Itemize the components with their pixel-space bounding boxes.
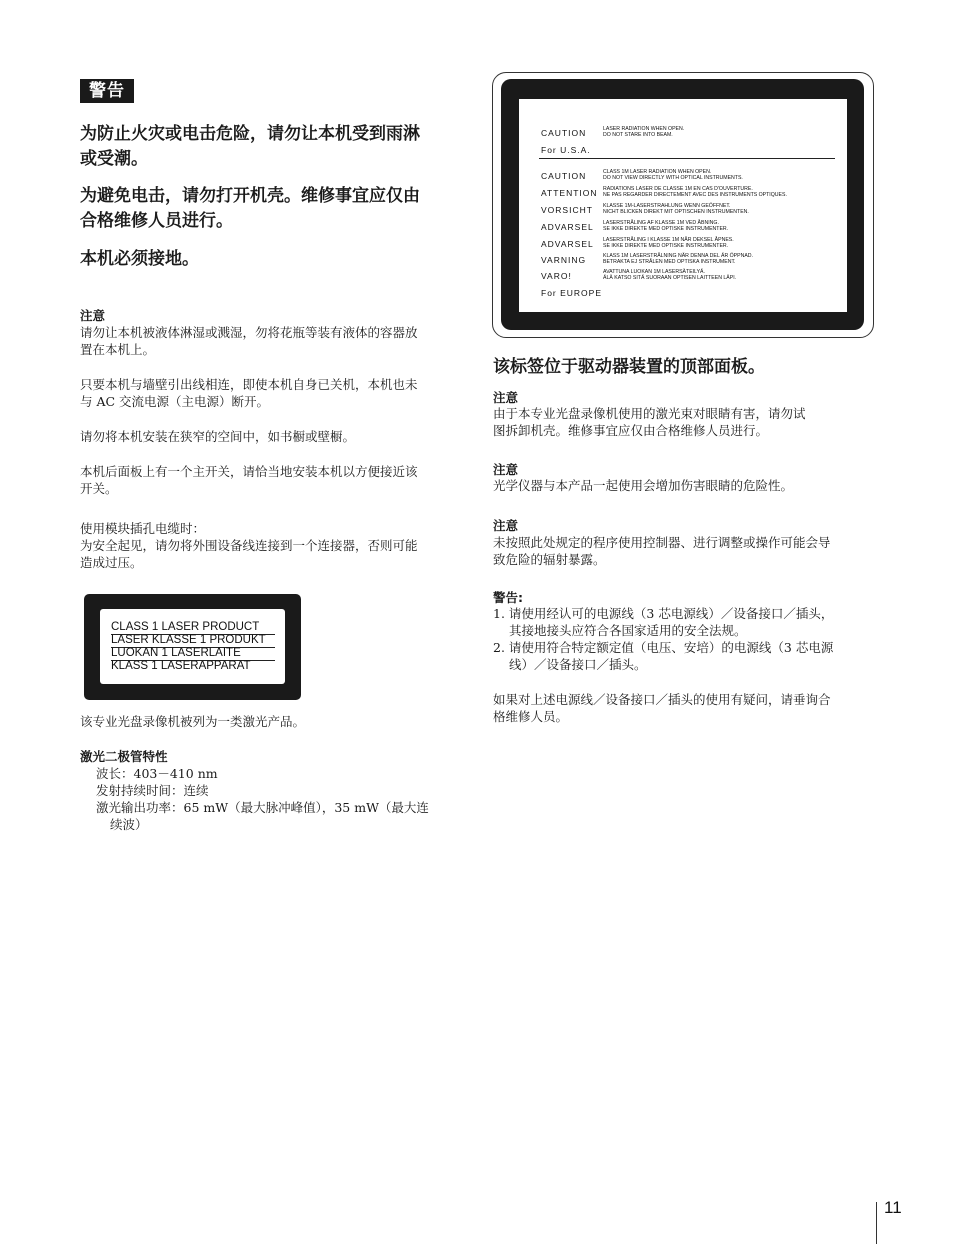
label-location-heading: 该标签位于驱动器装置的顶部面板。 — [493, 357, 765, 377]
note-title: 注意 — [493, 462, 519, 477]
warning-badge: 警告 — [80, 79, 134, 103]
optical-instrument-note: 光学仪器与本产品一起使用会增加伤害眼睛的危险性。 — [493, 478, 794, 493]
class-label-line: CLASS 1 LASER PRODUCT — [111, 621, 275, 635]
caution-lang: ADVARSEL — [541, 222, 594, 232]
power-cord-warning-title: 警告: — [493, 590, 523, 605]
note-title: 注意 — [80, 308, 106, 323]
page-number-rule — [876, 1202, 877, 1244]
note-title: 注意 — [493, 390, 519, 405]
caution-lang: VORSICHT — [541, 205, 593, 215]
warning-item: 1. 请使用经认可的电源线（3 芯电源线）／设备接口／插头， 其接地接头应符合各国家适用的安全法规。 — [493, 606, 834, 638]
caution-lang: VARNING — [541, 255, 587, 265]
open-case-warning: 为避免电击，请勿打开机壳。维修事宜应仅由 合格维修人员进行。 — [80, 186, 420, 231]
liquid-note: 请勿让本机被液体淋湿或溅湿，勿将花瓶等装有液体的容器放 置在本机上。 — [80, 325, 418, 357]
caution-region: For EUROPE — [541, 288, 603, 298]
caution-lang: ATTENTION — [541, 188, 598, 198]
main-switch-paragraph: 本机后面板上有一个主开关，请恰当地安装本机以方便接近该 开关。 — [80, 464, 418, 496]
install-space-paragraph: 请勿将本机安装在狭窄的空间中，如书橱或壁橱。 — [80, 429, 356, 444]
grounding-warning: 本机必须接地。 — [80, 249, 199, 269]
laser-eye-note: 由于本专业光盘录像机使用的激光束对眼睛有害，请勿试 图拆卸机壳。维修事宜应仅由合格维修人员进行。 — [493, 406, 806, 438]
class1-laser-label-inner — [100, 609, 285, 684]
caution-text: LASERSTRÅLING AF KLASSE 1M VED ÅBNING. SE IKKE DIREKTE MED OPTISKE INSTRUMENTER. — [603, 220, 729, 233]
class1-laser-label — [84, 594, 301, 700]
caution-region: For U.S.A. — [541, 145, 591, 155]
class-label-line: LUOKAN 1 LASERLAITE — [111, 647, 275, 661]
caution-divider — [539, 158, 835, 159]
radiation-exposure-note: 未按照此处规定的程序使用控制器、进行调整或操作可能会导 致危险的辐射暴露。 — [493, 535, 831, 567]
caution-lang: VARO! — [541, 271, 572, 281]
power-disconnect-paragraph: 只要本机与墙壁引出线相连，即使本机自身已关机，本机也未 与 AC 交流电源（主电源）断开。 — [80, 377, 418, 409]
caution-lang: ADVARSEL — [541, 239, 594, 249]
diode-title: 激光二极管特性 — [80, 749, 168, 764]
diode-specs: 波长：403－410 nm 发射持续时间：连续 激光输出功率：65 mW（最大脉冲峰值），35 mW（最大连 续波） — [96, 766, 429, 832]
fire-shock-warning: 为防止火灾或电击危险，请勿让本机受到雨淋 或受潮。 — [80, 124, 420, 169]
power-cord-warning-list — [493, 605, 878, 673]
closing-paragraph: 如果对上述电源线／设备接口／插头的使用有疑问，请垂询合 格维修人员。 — [493, 692, 831, 724]
caution-label — [492, 72, 874, 338]
note-title: 注意 — [493, 518, 519, 533]
caution-label-body — [519, 99, 847, 312]
class-caption: 该专业光盘录像机被列为一类激光产品。 — [80, 714, 306, 729]
caution-text: RADIATIONS LASER DE CLASSE 1M EN CAS D'OUVERTURE. NE PAS REGARDER DIRECTEMENT AVEC DES INSTRUMENTS OPTIQUES. — [603, 186, 787, 199]
class-label-line: KLASS 1 LASERAPPARAT — [111, 660, 251, 672]
caution-label-frame — [501, 79, 864, 330]
caution-lang: CAUTION — [541, 128, 587, 138]
caution-text: KLASSE 1M-LASERSTRAHLUNG WENN GEÖFFNET. NICHT BLICKEN DIREKT MIT OPTISCHEN INSTRUMENTEN. — [603, 203, 749, 216]
modular-cable-paragraph: 使用模块插孔电缆时： 为安全起见，请勿将外围设备线连接到一个连接器，否则可能 造成过压。 — [80, 521, 418, 570]
caution-lang: CAUTION — [541, 171, 587, 181]
caution-text: CLASS 1M LASER RADIATION WHEN OPEN. DO NOT VIEW DIRECTLY WITH OPTICAL INSTRUMENTS. — [603, 169, 743, 182]
caution-text: KLASS 1M LASERSTRÅLNING NÄR DENNA DEL ÄR ÖPPNAD. BETRAKTA EJ STRÅLEN MED OPTISKA INSTRUMENT. — [603, 253, 753, 266]
page-number: 11 — [884, 1198, 902, 1217]
class-label-line: LASER KLASSE 1 PRODUKT — [111, 634, 275, 648]
caution-text: AVATTUNA LUOKAN 1M LASERSÄTEILYÄ. ÄLÄ KATSO SITÄ SUORAAN OPTISEN LAITTEEN LÄPI. — [603, 269, 737, 282]
warning-item: 2. 请使用符合特定额定值（电压、安培）的电源线（3 芯电源 线）／设备接口／插头。 — [493, 640, 834, 672]
caution-text: LASERSTRÅLING I KLASSE 1M NÅR DEKSEL ÅPNES. SE IKKE DIREKTE MED OPTISKE INSTRUMENTER. — [603, 237, 734, 250]
caution-text: LASER RADIATION WHEN OPEN. DO NOT STARE INTO BEAM. — [603, 126, 685, 139]
